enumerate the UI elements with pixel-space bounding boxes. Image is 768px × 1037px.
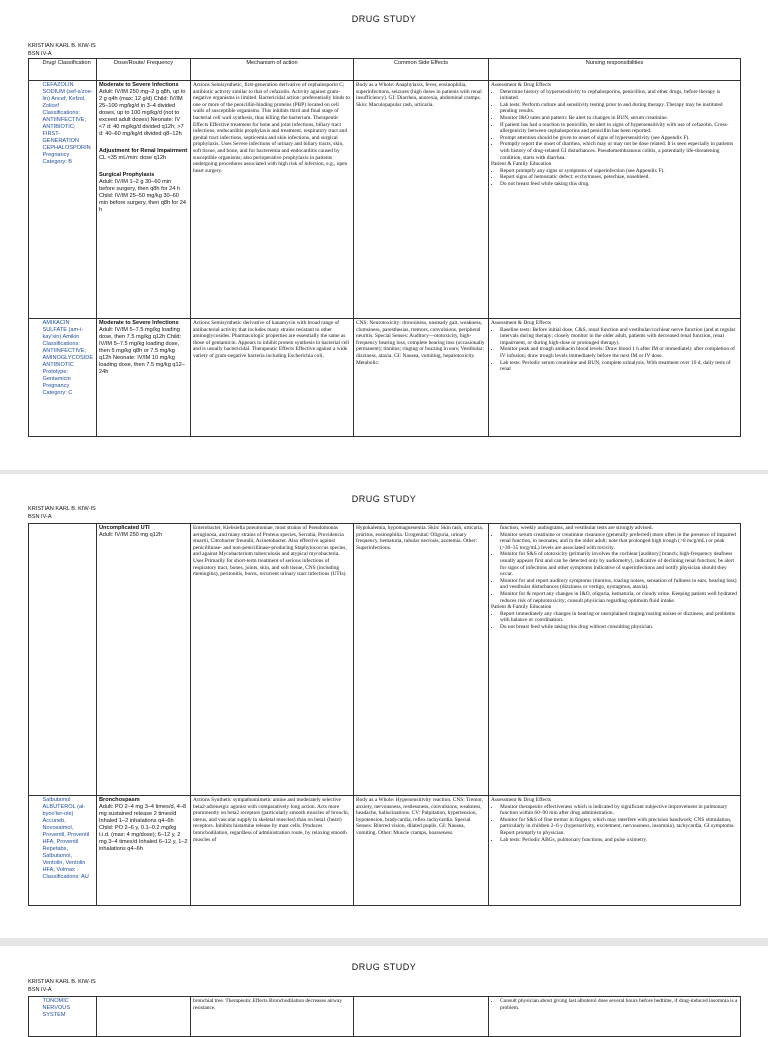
list-item: • Report immediately any changes in hearing or unexplained ringing/roaring noises or dizziness, and problems with balance or coordination.: [500, 611, 738, 624]
header-nursing: Nursing responsibilities: [489, 59, 741, 81]
dose-heading: Bronchospasm: [99, 797, 140, 803]
dose-heading: Uncomplicated UTI: [99, 525, 150, 531]
section: BSN IV-A: [28, 987, 52, 993]
list-item: • Lab tests: Perform culture and sensitivity testing prior to and during therapy. Therapy may be instituted pending results.: [500, 102, 738, 115]
table-row: [29, 796, 741, 906]
list-item: • Lab tests: Periodic serum creatinine and BUN, complete urinalysis. With treatment over 10 d, daily tests of renal: [500, 360, 738, 373]
dose-heading: Adjustment for Renal Impairment: [99, 148, 188, 154]
drug-salbutamol-cont: TONOMIC NERVOUS SYSTEM: [41, 997, 97, 1037]
list-item: function, weekly audiograms, and vestibular tests are strongly advised.: [500, 525, 653, 531]
list-item: • Lab tests: Periodic ABGs, pulmonary functions, and pulse oximetry.: [500, 837, 738, 844]
list-item: • Monitor for S&S of fine tremor in fingers, which may interfere with precision handwork; CNS stimulation, particularly in children 2–6 y (hyperactivity, excitement, nervousness, insomnia), tachycardia, GI symptoms. Report promptly to physician.: [500, 817, 738, 837]
drug-table-1: [28, 58, 741, 437]
dose-heading: Surgical Prophylaxis: [99, 172, 155, 178]
dose-salbutamol: [97, 796, 191, 906]
drug-table-2: [28, 523, 741, 906]
list-item: • Monitor I&O rates and pattern: Be alert to changes in BUN, serum creatinine.: [500, 115, 738, 122]
header-dose: Dose/Route/ Frequency: [97, 59, 191, 81]
dose-text: Adult: IV/IM 250 mg q12h: [99, 532, 163, 538]
student-name: KRISTIAN KARL B. KIW-IS: [28, 506, 96, 512]
list-item: • Determine history of hypersensitivity to cephalosporins, penicillins, and other drugs, before therapy is initiated.: [500, 89, 738, 102]
moa-amikacin: Actions Semisynthetic derivative of kanamycin with broad range of antibacterial activity that includes many strains resistant to other aminoglycosides. Pharmacologic properties are essentially the same as those of gentamicin. Appears to inhibit protein synthesis in bacterial cell and is usually bactericidal. Therapeutic Effects Effective against a wide variety of gram-negative bacteria including Escherichia coli,: [191, 319, 354, 437]
dose-text: CL <35 mL/min: dose q12h: [99, 155, 167, 161]
nursing-heading: Assessment & Drug Effects: [491, 797, 551, 803]
list-item: • Do not breast feed while taking this drug without consulting physician.: [500, 624, 738, 631]
nursing-heading: Assessment & Drug Effects: [491, 320, 551, 326]
side-effects-empty: [354, 997, 489, 1037]
student-name: KRISTIAN KARL B. KIW-IS: [28, 43, 96, 49]
dose-amikacin-cont: [97, 524, 191, 796]
dose-cefazolin: [97, 81, 191, 319]
list-item: • Prompt attention should be given to onset of signs of hypersensitivity (see Appendix F).: [500, 135, 738, 142]
page-separator: [0, 938, 768, 946]
nursing-heading: Assessment & Drug Effects: [491, 82, 551, 88]
table-row: [29, 524, 741, 796]
list-item: • Report signs of hemostatic defect: ecchymoses, petechiae, nosebleed.: [500, 174, 738, 181]
list-item: • Monitor for and report auditory symptoms (tinnitus, roaring noises, sensation of fullness in ears, hearing loss) and vestibular disturbances (dizziness or vertigo, nystagmus, ataxia).: [500, 578, 738, 591]
student-name: KRISTIAN KARL B. KIW-IS: [28, 979, 96, 985]
moa-salbutamol-cont: bronchial tree. Therapeutic Effects Bronchodilation decreases airway resistance,: [191, 997, 354, 1037]
drug-amikacin: AMIKACIN SULFATE (am-i-kay'sin) Amikin Classifications: ANTIINFECTIVE; AMINOGLYCOSIDE ANTIBIOTIC Prototype: Gentamicin Pregnancy Category: C: [41, 319, 97, 437]
table-row: [29, 319, 741, 437]
moa-amikacin-cont: Enterobacter, Klebsiella pneumoniae, most strains of Pseudomonas aeruginosa, and many strains of Proteus species, Serratia, Providencia stuartii, Citrobacter freundii, Acinetobacter. Also effective against penicillinase- and non-penicillinase-producing Staphylococcus species, and against Mycobacterium tuberculosis and atypical mycobacteria. Uses Primarily for short-term treatment of serious infections of respiratory tract, bones, joints, skin, and soft tissue, CNS (including meningitis), peritonitis, burns, recurrent urinary tract infections (UTIs).: [191, 524, 354, 796]
side-effects-salbutamol: Body as a Whole: Hypersensitivity reaction. CNS: Tremor, anxiety, nervousness, restlessness, convulsions, weakness, headache, hallucinations. CV: Palpitation, hypertension, hypotension, bradycardia, reflex tachycardia. Special Senses: Blurred vision, dilated pupils. GI: Nausea, vomiting. Other: Muscle cramps, hoarseness.: [354, 796, 489, 906]
table-row: [29, 81, 741, 319]
doc-title: DRUG STUDY: [351, 494, 417, 504]
drug-table-3: [28, 996, 741, 1037]
side-effects-amikacin: CNS: Neurotoxicity: drowsiness, unsteady gait, weakness, clumsiness, paresthesias, tremors, convulsions, peripheral neuritis. Special Senses: Auditory—ototoxicity, high-frequency hearing loss, complete hearing loss (occasionally permanent); tinnitus; ringing or buzzing in ears; Vestibular: dizziness, ataxia. GI: Nausea, vomiting, hepatotoxicity. Metabolic:: [354, 319, 489, 437]
nursing-heading: Patient & Family Education: [491, 161, 552, 168]
list-item: • Monitor for S&S of ototoxicity (primarily involves the cochlear [auditory] branch; high-frequency deafness usually appears first and can be detected only by audiometry), indicative of declining renal function; be alert for signs of infections and other symptoms indicative of superinfections and notify physician should they occur.: [500, 551, 738, 577]
nursing-cefazolin: [489, 81, 741, 319]
dose-empty: [97, 997, 191, 1037]
nursing-heading: Patient & Family Education: [491, 604, 552, 611]
list-item: • Monitor serum creatinine or creatinine clearance (generally preferred) more often in the presence of impaired renal function, in neonates, and in the older adult; note that prolonged high trough (>8 mcg/mL) or peak (>30–35 mcg/mL) levels are associated with toxicity.: [500, 532, 738, 552]
list-item: • Consult physician about giving last albuterol dose several hours before bedtime, if drug-induced insomnia is a problem.: [500, 998, 738, 1011]
moa-cefazolin: Actions Semisynthetic, first-generation derivative of cephalosporin C; antibiotic activity similar to that of cefazolin. Activity against gram-negative organisms is limited. Bactericidal action: preferentially binds to one or more of the penicillin-binding proteins (PBP) located on cell walls of susceptible organisms. This inhibits third and final stage of bacterial cell wall synthesis, thus killing the bacterium. Therapeutic Effects Effective treatment for bone and joint infections, biliary tract infections, endocarditis prophylaxis and treatment, respiratory tract and genital tract infections, septicemia and skin infections, and surgical prophylaxis. Uses Severe infections of urinary and biliary tracts, skin, soft tissue, and bone, and for bacteremia and endocarditis caused by susceptible organisms; also perioperative prophylaxis in patients undergoing procedures associated with high risk of infection, e.g., open heart surgery.: [191, 81, 354, 319]
side-effects-cefazolin: Body as a Whole: Anaphylaxis, fever, eosinophilia, superinfections, seizures (high doses in patients with renal insufficiency). GI: Diarrhea, anorexia, abdominal cramps. Skin: Maculopapular rash, urticaria.: [354, 81, 489, 319]
drug-cefazolin: CEFAZOLIN SODIUM (sef-a'zoe-lin) Ancef, Kefzol, Zolicef Classifications: ANTIINFECTIVE; ANTIBIOTIC; FIRST-GENERATION CEPHALOSPORIN Pregnancy Category: B: [41, 81, 97, 319]
page-2: [0, 474, 768, 950]
section: BSN IV-A: [28, 514, 52, 520]
dose-amikacin: [97, 319, 191, 437]
list-item: • Monitor therapeutic effectiveness which is indicated by significant subjective improvement in pulmonary function within 60–90 min after drug administration.: [500, 804, 738, 817]
header-side-effects: Common Side Effects: [354, 59, 489, 81]
drug-salbutamol: Salbutamol ALBUTEROL (al-byoo'ter-ole) Accuneb, Novosalmol, Proventil, Proventil HFA, Proventil Repetabs, Salbutamol, Ventolin, Ventolin HFA, Volmax Classifications: AU: [41, 796, 97, 906]
nursing-salbutamol: [489, 796, 741, 906]
list-item: • Baseline tests: Before initial dose, C&S, renal function and vestibular/cochlear nerve function (and at regular intervals during therapy; closely monitor in the older adult, patients with decreased renal function, renal impairment, or during high-dose or prolonged therapy).: [500, 327, 738, 347]
moa-salbutamol: Actions Synthetic sympathomimetic amine and moderately selective beta2-adrenergic agonist with comparatively long action. Acts more prominently on beta2 receptors (particularly smooth muscles of bronchi, uterus, and vascular supply to skeletal muscles) than on beta1 (heart) receptors. Inhibits histamine release by mast cells. Produces bronchodilation, regardless of administration route, by relaxing smooth muscles of: [191, 796, 354, 906]
dose-text: Adult: IV/IM 1–2 g 30–60 min before surgery, then q8h for 24 h Child: IV/IM 25–50 mg/kg 30–60 min before surgery, then q8h for 24 h: [99, 179, 186, 213]
nursing-amikacin: [489, 319, 741, 437]
list-item: • Monitor for & report any changes in I&O, oliguria, hematuria, or cloudy urine. Keeping patient well hydrated reduces risk of nephrotoxicity; consult physician regarding optimum fluid intake.: [500, 591, 738, 604]
dose-text: Adult: IV/IM 5–7.5 mg/kg loading dose, then 7.5 mg/kg q12h Child: IV/IM 5–7.5 mg/kg loading dose, then 5 mg/kg q8h or 7.5 mg/kg q12h Neonate: IV/IM 10 mg/kg loading dose, then 7.5 mg/kg q12–24h: [99, 327, 185, 375]
dose-heading: Moderate to Severe Infections: [99, 82, 179, 88]
header-drug: Drug/ Classification: [41, 59, 97, 81]
list-item: • Promptly report the onset of diarrhea, which may or may not be dose related. It is seen especially in patients with history of drug-related GI disturbances. Pseudomembranous colitis, a potentially life-threatening condition, starts with diarrhea.: [500, 141, 738, 161]
doc-title: DRUG STUDY: [351, 14, 417, 24]
list-item: • Do not breast feed while taking this drug.: [500, 181, 738, 188]
list-item: • Report promptly any signs or symptoms of superinfection (see Appendix F).: [500, 168, 738, 175]
list-item: • Monitor peak and trough amikacin blood levels: Draw blood 1 h after IM or immediately after completion of IV infusion; draw trough levels immediately before the next IM or IV dose.: [500, 346, 738, 359]
dose-text: Adult: PO 2–4 mg 3–4 times/d, 4–8 mg sustained release 2 times/d Inhaled 1–2 inhalations q4–6h Child: PO 2–6 y, 0.1–0.2 mg/kg t.i.d. (max: 4 mg/dose); 6–12 y, 2 mg 3–4 times/d Inhaled 6–12 y, 1–2 inhalations q4–6h: [99, 804, 188, 852]
dose-text: Adult: IV/IM 250 mg–2 g q8h, up to 2 g q4h (max: 12 g/d) Child: IV/IM 25–100 mg/kg/d in 3–4 divided doses, up to 100 mg/kg/d (not to exceed adult doses) Neonate: IV <7 d: 40 mg/kg/d divided q12h; >7 d: 40–60 mg/kg/d divided q8–12h: [99, 89, 186, 137]
dose-heading: Moderate to Severe Infections: [99, 320, 179, 326]
page-1: [0, 0, 768, 508]
nursing-salbutamol-cont: [489, 997, 741, 1037]
section: BSN IV-A: [28, 51, 52, 57]
table-row: [29, 997, 741, 1037]
doc-title: DRUG STUDY: [351, 962, 417, 972]
header-moa: Mechanism of action: [191, 59, 354, 81]
list-item: • If patient has had a reaction to penicillin, be alert to signs of hypersensitivity with use of cefazolin. Cross-allergenicity between cephalosporins and penicillin has been reported.: [500, 122, 738, 135]
side-effects-amikacin-cont: Hypokalemia, hypomagnesemia. Skin: Skin rash, urticaria, pruritus, eosinophilia. Urogenital: Oliguria, urinary frequency, hematuria, tubular necrosis, azotemia. Other: Superinfections.: [354, 524, 489, 796]
page-3: [0, 946, 768, 1024]
nursing-amikacin-cont: [489, 524, 741, 796]
header-blank: [29, 59, 41, 81]
